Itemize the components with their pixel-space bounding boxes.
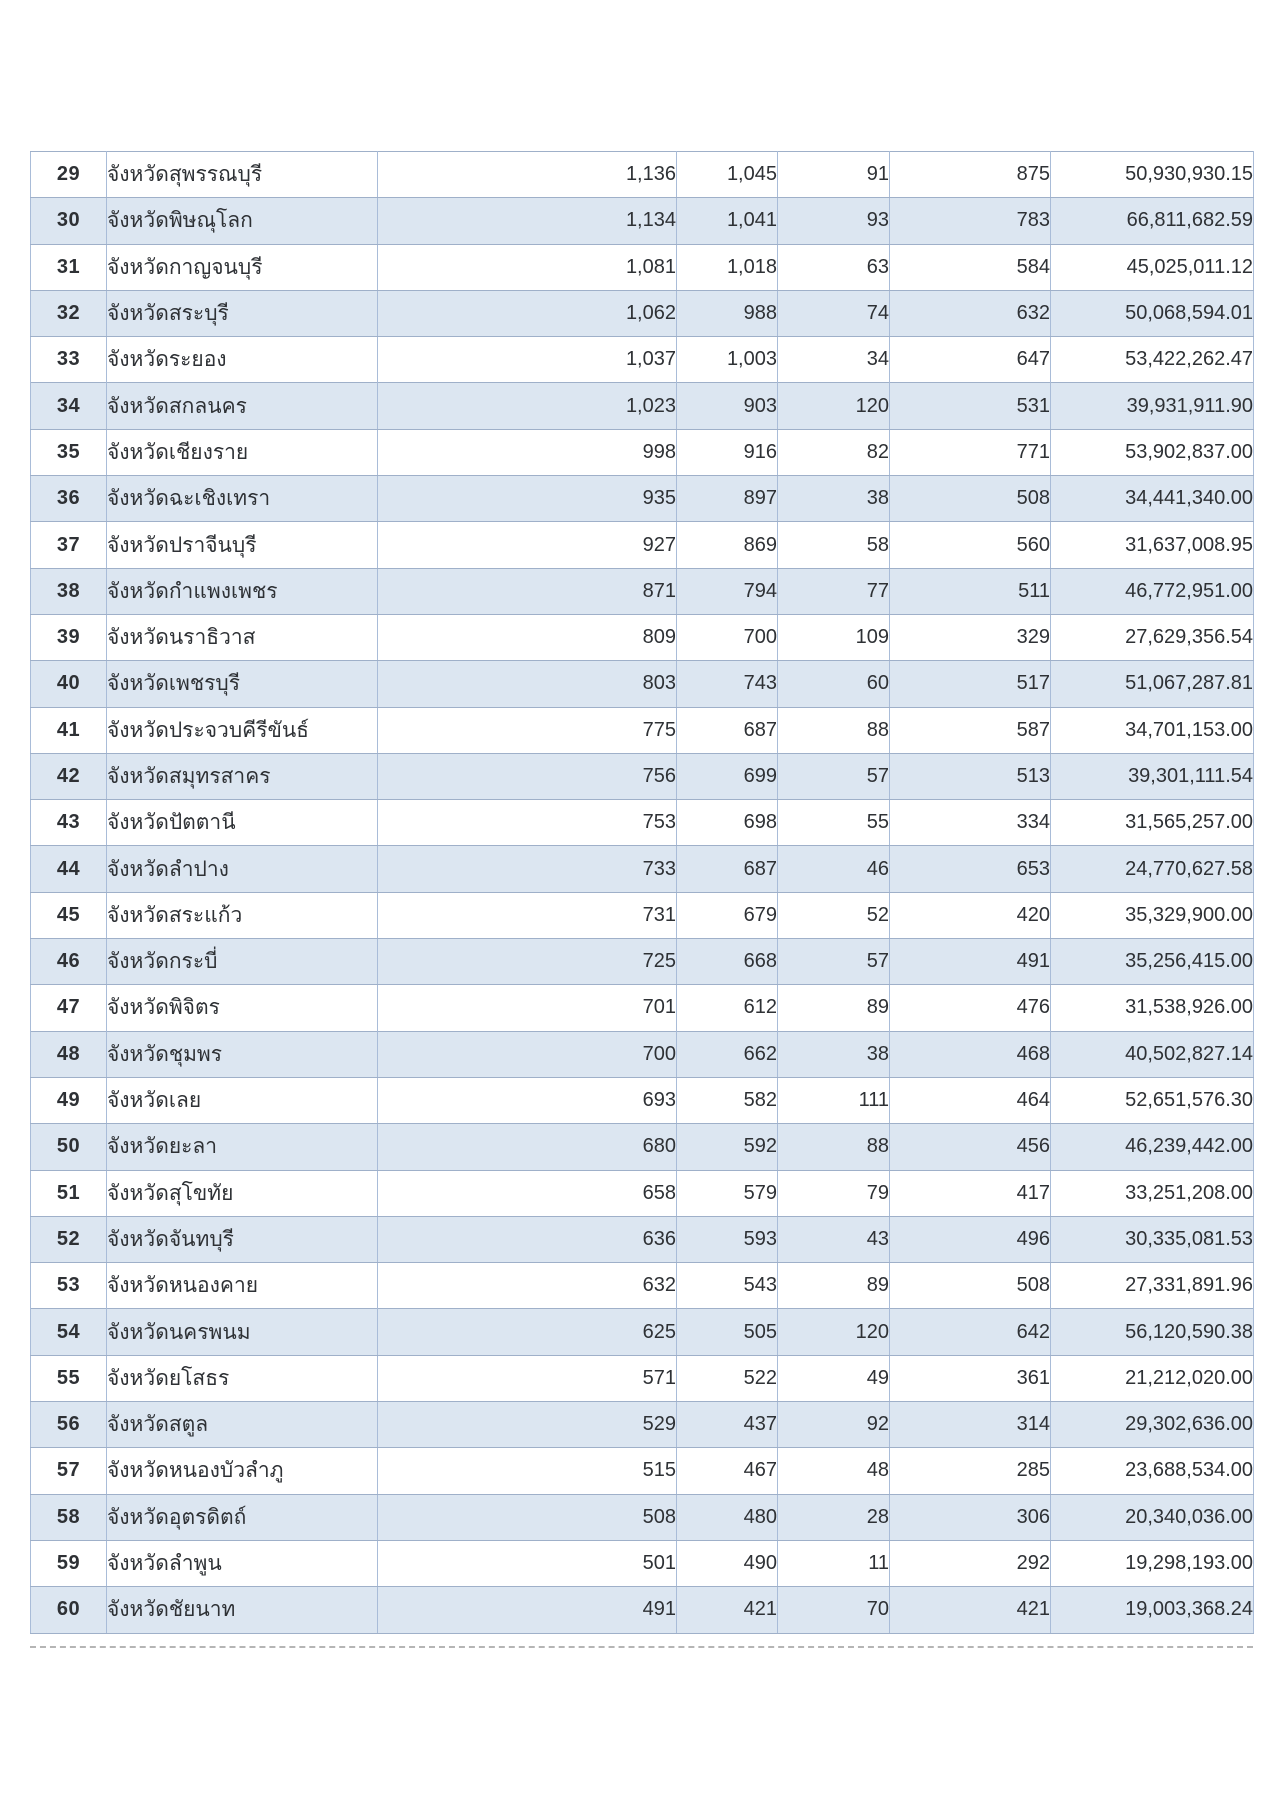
value-cell: 111 bbox=[778, 1077, 890, 1123]
value-cell: 1,018 bbox=[677, 244, 778, 290]
row-number-cell: 48 bbox=[31, 1031, 107, 1077]
value-cell: 120 bbox=[778, 1309, 890, 1355]
amount-cell: 34,701,153.00 bbox=[1051, 707, 1254, 753]
value-cell: 582 bbox=[677, 1077, 778, 1123]
row-number-cell: 41 bbox=[31, 707, 107, 753]
amount-cell: 30,335,081.53 bbox=[1051, 1216, 1254, 1262]
value-cell: 625 bbox=[378, 1309, 677, 1355]
table-row bbox=[31, 753, 1254, 799]
amount-cell: 31,538,926.00 bbox=[1051, 985, 1254, 1031]
amount-cell: 27,629,356.54 bbox=[1051, 614, 1254, 660]
value-cell: 11 bbox=[778, 1540, 890, 1586]
amount-cell: 51,067,287.81 bbox=[1051, 661, 1254, 707]
row-number-cell: 53 bbox=[31, 1263, 107, 1309]
amount-cell: 19,298,193.00 bbox=[1051, 1540, 1254, 1586]
value-cell: 77 bbox=[778, 568, 890, 614]
table-row bbox=[31, 476, 1254, 522]
province-data-table bbox=[30, 151, 1254, 1634]
value-cell: 48 bbox=[778, 1448, 890, 1494]
amount-cell: 45,025,011.12 bbox=[1051, 244, 1254, 290]
table-row bbox=[31, 1077, 1254, 1123]
value-cell: 421 bbox=[677, 1587, 778, 1633]
value-cell: 771 bbox=[890, 429, 1051, 475]
table-row bbox=[31, 152, 1254, 198]
value-cell: 82 bbox=[778, 429, 890, 475]
amount-cell: 24,770,627.58 bbox=[1051, 846, 1254, 892]
value-cell: 579 bbox=[677, 1170, 778, 1216]
value-cell: 662 bbox=[677, 1031, 778, 1077]
value-cell: 501 bbox=[378, 1540, 677, 1586]
value-cell: 693 bbox=[378, 1077, 677, 1123]
table-row bbox=[31, 1587, 1254, 1633]
value-cell: 49 bbox=[778, 1355, 890, 1401]
row-number-cell: 58 bbox=[31, 1494, 107, 1540]
value-cell: 560 bbox=[890, 522, 1051, 568]
province-name-cell: จังหวัดสมุทรสาคร bbox=[107, 753, 378, 799]
amount-cell: 66,811,682.59 bbox=[1051, 198, 1254, 244]
province-name-cell: จังหวัดลำพูน bbox=[107, 1540, 378, 1586]
value-cell: 1,081 bbox=[378, 244, 677, 290]
row-number-cell: 37 bbox=[31, 522, 107, 568]
province-name-cell: จังหวัดปัตตานี bbox=[107, 800, 378, 846]
row-number-cell: 36 bbox=[31, 476, 107, 522]
province-name-cell: จังหวัดสุพรรณบุรี bbox=[107, 152, 378, 198]
table-row bbox=[31, 1402, 1254, 1448]
value-cell: 417 bbox=[890, 1170, 1051, 1216]
value-cell: 476 bbox=[890, 985, 1051, 1031]
value-cell: 329 bbox=[890, 614, 1051, 660]
table-row bbox=[31, 800, 1254, 846]
province-name-cell: จังหวัดกาญจนบุรี bbox=[107, 244, 378, 290]
table-row bbox=[31, 1216, 1254, 1262]
value-cell: 529 bbox=[378, 1402, 677, 1448]
row-number-cell: 33 bbox=[31, 337, 107, 383]
table-row bbox=[31, 568, 1254, 614]
value-cell: 1,041 bbox=[677, 198, 778, 244]
amount-cell: 20,340,036.00 bbox=[1051, 1494, 1254, 1540]
province-name-cell: จังหวัดระยอง bbox=[107, 337, 378, 383]
row-number-cell: 54 bbox=[31, 1309, 107, 1355]
value-cell: 361 bbox=[890, 1355, 1051, 1401]
value-cell: 700 bbox=[677, 614, 778, 660]
value-cell: 612 bbox=[677, 985, 778, 1031]
value-cell: 543 bbox=[677, 1263, 778, 1309]
amount-cell: 31,637,008.95 bbox=[1051, 522, 1254, 568]
amount-cell: 35,256,415.00 bbox=[1051, 939, 1254, 985]
value-cell: 1,045 bbox=[677, 152, 778, 198]
amount-cell: 19,003,368.24 bbox=[1051, 1587, 1254, 1633]
value-cell: 79 bbox=[778, 1170, 890, 1216]
amount-cell: 39,301,111.54 bbox=[1051, 753, 1254, 799]
province-data-table-wrap bbox=[30, 151, 1253, 1634]
value-cell: 701 bbox=[378, 985, 677, 1031]
row-number-cell: 39 bbox=[31, 614, 107, 660]
amount-cell: 29,302,636.00 bbox=[1051, 1402, 1254, 1448]
table-row bbox=[31, 614, 1254, 660]
row-number-cell: 43 bbox=[31, 800, 107, 846]
value-cell: 916 bbox=[677, 429, 778, 475]
value-cell: 1,062 bbox=[378, 290, 677, 336]
row-number-cell: 45 bbox=[31, 892, 107, 938]
province-name-cell: จังหวัดกำแพงเพชร bbox=[107, 568, 378, 614]
value-cell: 700 bbox=[378, 1031, 677, 1077]
value-cell: 636 bbox=[378, 1216, 677, 1262]
table-row bbox=[31, 383, 1254, 429]
value-cell: 63 bbox=[778, 244, 890, 290]
amount-cell: 56,120,590.38 bbox=[1051, 1309, 1254, 1355]
value-cell: 57 bbox=[778, 939, 890, 985]
province-name-cell: จังหวัดจันทบุรี bbox=[107, 1216, 378, 1262]
row-number-cell: 56 bbox=[31, 1402, 107, 1448]
table-row bbox=[31, 1031, 1254, 1077]
value-cell: 43 bbox=[778, 1216, 890, 1262]
province-name-cell: จังหวัดชุมพร bbox=[107, 1031, 378, 1077]
province-name-cell: จังหวัดหนองคาย bbox=[107, 1263, 378, 1309]
province-name-cell: จังหวัดหนองบัวลำภู bbox=[107, 1448, 378, 1494]
row-number-cell: 30 bbox=[31, 198, 107, 244]
province-name-cell: จังหวัดปราจีนบุรี bbox=[107, 522, 378, 568]
value-cell: 91 bbox=[778, 152, 890, 198]
value-cell: 52 bbox=[778, 892, 890, 938]
province-name-cell: จังหวัดสุโขทัย bbox=[107, 1170, 378, 1216]
value-cell: 731 bbox=[378, 892, 677, 938]
province-name-cell: จังหวัดเชียงราย bbox=[107, 429, 378, 475]
value-cell: 593 bbox=[677, 1216, 778, 1262]
value-cell: 421 bbox=[890, 1587, 1051, 1633]
amount-cell: 31,565,257.00 bbox=[1051, 800, 1254, 846]
table-row bbox=[31, 707, 1254, 753]
province-name-cell: จังหวัดฉะเชิงเทรา bbox=[107, 476, 378, 522]
value-cell: 491 bbox=[378, 1587, 677, 1633]
table-row bbox=[31, 522, 1254, 568]
table-row bbox=[31, 290, 1254, 336]
value-cell: 93 bbox=[778, 198, 890, 244]
value-cell: 809 bbox=[378, 614, 677, 660]
value-cell: 587 bbox=[890, 707, 1051, 753]
row-number-cell: 60 bbox=[31, 1587, 107, 1633]
value-cell: 1,134 bbox=[378, 198, 677, 244]
province-name-cell: จังหวัดยะลา bbox=[107, 1124, 378, 1170]
value-cell: 456 bbox=[890, 1124, 1051, 1170]
value-cell: 998 bbox=[378, 429, 677, 475]
row-number-cell: 55 bbox=[31, 1355, 107, 1401]
value-cell: 38 bbox=[778, 1031, 890, 1077]
amount-cell: 50,930,930.15 bbox=[1051, 152, 1254, 198]
value-cell: 89 bbox=[778, 1263, 890, 1309]
value-cell: 515 bbox=[378, 1448, 677, 1494]
value-cell: 109 bbox=[778, 614, 890, 660]
value-cell: 1,023 bbox=[378, 383, 677, 429]
amount-cell: 27,331,891.96 bbox=[1051, 1263, 1254, 1309]
value-cell: 584 bbox=[890, 244, 1051, 290]
value-cell: 632 bbox=[378, 1263, 677, 1309]
row-number-cell: 49 bbox=[31, 1077, 107, 1123]
value-cell: 775 bbox=[378, 707, 677, 753]
value-cell: 522 bbox=[677, 1355, 778, 1401]
value-cell: 306 bbox=[890, 1494, 1051, 1540]
row-number-cell: 40 bbox=[31, 661, 107, 707]
row-number-cell: 29 bbox=[31, 152, 107, 198]
value-cell: 903 bbox=[677, 383, 778, 429]
value-cell: 285 bbox=[890, 1448, 1051, 1494]
value-cell: 531 bbox=[890, 383, 1051, 429]
province-name-cell: จังหวัดพิจิตร bbox=[107, 985, 378, 1031]
amount-cell: 50,068,594.01 bbox=[1051, 290, 1254, 336]
table-row bbox=[31, 1124, 1254, 1170]
amount-cell: 46,239,442.00 bbox=[1051, 1124, 1254, 1170]
amount-cell: 21,212,020.00 bbox=[1051, 1355, 1254, 1401]
value-cell: 420 bbox=[890, 892, 1051, 938]
value-cell: 897 bbox=[677, 476, 778, 522]
table-row bbox=[31, 1263, 1254, 1309]
value-cell: 467 bbox=[677, 1448, 778, 1494]
value-cell: 314 bbox=[890, 1402, 1051, 1448]
row-number-cell: 31 bbox=[31, 244, 107, 290]
value-cell: 513 bbox=[890, 753, 1051, 799]
row-number-cell: 57 bbox=[31, 1448, 107, 1494]
value-cell: 89 bbox=[778, 985, 890, 1031]
value-cell: 725 bbox=[378, 939, 677, 985]
amount-cell: 53,422,262.47 bbox=[1051, 337, 1254, 383]
amount-cell: 52,651,576.30 bbox=[1051, 1077, 1254, 1123]
value-cell: 55 bbox=[778, 800, 890, 846]
value-cell: 511 bbox=[890, 568, 1051, 614]
value-cell: 988 bbox=[677, 290, 778, 336]
row-number-cell: 32 bbox=[31, 290, 107, 336]
province-name-cell: จังหวัดเลย bbox=[107, 1077, 378, 1123]
value-cell: 334 bbox=[890, 800, 1051, 846]
value-cell: 687 bbox=[677, 846, 778, 892]
province-name-cell: จังหวัดสกลนคร bbox=[107, 383, 378, 429]
amount-cell: 35,329,900.00 bbox=[1051, 892, 1254, 938]
table-row bbox=[31, 1355, 1254, 1401]
value-cell: 875 bbox=[890, 152, 1051, 198]
value-cell: 92 bbox=[778, 1402, 890, 1448]
value-cell: 88 bbox=[778, 1124, 890, 1170]
value-cell: 120 bbox=[778, 383, 890, 429]
row-number-cell: 59 bbox=[31, 1540, 107, 1586]
table-row bbox=[31, 1170, 1254, 1216]
value-cell: 57 bbox=[778, 753, 890, 799]
value-cell: 490 bbox=[677, 1540, 778, 1586]
row-number-cell: 51 bbox=[31, 1170, 107, 1216]
value-cell: 58 bbox=[778, 522, 890, 568]
table-row bbox=[31, 1448, 1254, 1494]
table-row bbox=[31, 1540, 1254, 1586]
value-cell: 743 bbox=[677, 661, 778, 707]
table-row bbox=[31, 846, 1254, 892]
value-cell: 28 bbox=[778, 1494, 890, 1540]
province-name-cell: จังหวัดอุตรดิตถ์ bbox=[107, 1494, 378, 1540]
province-name-cell: จังหวัดนราธิวาส bbox=[107, 614, 378, 660]
table-row bbox=[31, 429, 1254, 475]
value-cell: 496 bbox=[890, 1216, 1051, 1262]
province-name-cell: จังหวัดนครพนม bbox=[107, 1309, 378, 1355]
province-name-cell: จังหวัดชัยนาท bbox=[107, 1587, 378, 1633]
value-cell: 60 bbox=[778, 661, 890, 707]
value-cell: 680 bbox=[378, 1124, 677, 1170]
amount-cell: 40,502,827.14 bbox=[1051, 1031, 1254, 1077]
value-cell: 508 bbox=[890, 1263, 1051, 1309]
province-name-cell: จังหวัดสตูล bbox=[107, 1402, 378, 1448]
amount-cell: 53,902,837.00 bbox=[1051, 429, 1254, 475]
value-cell: 292 bbox=[890, 1540, 1051, 1586]
province-name-cell: จังหวัดสระบุรี bbox=[107, 290, 378, 336]
value-cell: 34 bbox=[778, 337, 890, 383]
value-cell: 632 bbox=[890, 290, 1051, 336]
amount-cell: 39,931,911.90 bbox=[1051, 383, 1254, 429]
province-name-cell: จังหวัดยโสธร bbox=[107, 1355, 378, 1401]
row-number-cell: 35 bbox=[31, 429, 107, 475]
row-number-cell: 38 bbox=[31, 568, 107, 614]
value-cell: 783 bbox=[890, 198, 1051, 244]
value-cell: 733 bbox=[378, 846, 677, 892]
province-name-cell: จังหวัดลำปาง bbox=[107, 846, 378, 892]
table-row bbox=[31, 244, 1254, 290]
value-cell: 803 bbox=[378, 661, 677, 707]
value-cell: 437 bbox=[677, 1402, 778, 1448]
value-cell: 653 bbox=[890, 846, 1051, 892]
amount-cell: 46,772,951.00 bbox=[1051, 568, 1254, 614]
value-cell: 517 bbox=[890, 661, 1051, 707]
amount-cell: 34,441,340.00 bbox=[1051, 476, 1254, 522]
value-cell: 468 bbox=[890, 1031, 1051, 1077]
row-number-cell: 50 bbox=[31, 1124, 107, 1170]
row-number-cell: 46 bbox=[31, 939, 107, 985]
value-cell: 753 bbox=[378, 800, 677, 846]
value-cell: 642 bbox=[890, 1309, 1051, 1355]
value-cell: 647 bbox=[890, 337, 1051, 383]
table-row bbox=[31, 892, 1254, 938]
table-row bbox=[31, 1309, 1254, 1355]
value-cell: 38 bbox=[778, 476, 890, 522]
amount-cell: 33,251,208.00 bbox=[1051, 1170, 1254, 1216]
province-name-cell: จังหวัดเพชรบุรี bbox=[107, 661, 378, 707]
value-cell: 871 bbox=[378, 568, 677, 614]
table-row bbox=[31, 1494, 1254, 1540]
value-cell: 698 bbox=[677, 800, 778, 846]
value-cell: 1,037 bbox=[378, 337, 677, 383]
value-cell: 508 bbox=[890, 476, 1051, 522]
value-cell: 679 bbox=[677, 892, 778, 938]
value-cell: 935 bbox=[378, 476, 677, 522]
value-cell: 668 bbox=[677, 939, 778, 985]
row-number-cell: 47 bbox=[31, 985, 107, 1031]
amount-cell: 23,688,534.00 bbox=[1051, 1448, 1254, 1494]
value-cell: 505 bbox=[677, 1309, 778, 1355]
value-cell: 794 bbox=[677, 568, 778, 614]
value-cell: 74 bbox=[778, 290, 890, 336]
value-cell: 46 bbox=[778, 846, 890, 892]
table-row bbox=[31, 337, 1254, 383]
value-cell: 756 bbox=[378, 753, 677, 799]
value-cell: 571 bbox=[378, 1355, 677, 1401]
value-cell: 508 bbox=[378, 1494, 677, 1540]
row-number-cell: 34 bbox=[31, 383, 107, 429]
value-cell: 658 bbox=[378, 1170, 677, 1216]
value-cell: 88 bbox=[778, 707, 890, 753]
value-cell: 480 bbox=[677, 1494, 778, 1540]
province-name-cell: จังหวัดประจวบคีรีขันธ์ bbox=[107, 707, 378, 753]
province-name-cell: จังหวัดพิษณุโลก bbox=[107, 198, 378, 244]
value-cell: 592 bbox=[677, 1124, 778, 1170]
value-cell: 1,136 bbox=[378, 152, 677, 198]
value-cell: 927 bbox=[378, 522, 677, 568]
table-row bbox=[31, 985, 1254, 1031]
value-cell: 699 bbox=[677, 753, 778, 799]
page-break-dashed-line bbox=[30, 1646, 1253, 1648]
value-cell: 70 bbox=[778, 1587, 890, 1633]
row-number-cell: 44 bbox=[31, 846, 107, 892]
value-cell: 464 bbox=[890, 1077, 1051, 1123]
value-cell: 687 bbox=[677, 707, 778, 753]
table-row bbox=[31, 939, 1254, 985]
table-row bbox=[31, 198, 1254, 244]
value-cell: 869 bbox=[677, 522, 778, 568]
value-cell: 1,003 bbox=[677, 337, 778, 383]
province-name-cell: จังหวัดกระบี่ bbox=[107, 939, 378, 985]
row-number-cell: 52 bbox=[31, 1216, 107, 1262]
value-cell: 491 bbox=[890, 939, 1051, 985]
table-row bbox=[31, 661, 1254, 707]
province-name-cell: จังหวัดสระแก้ว bbox=[107, 892, 378, 938]
row-number-cell: 42 bbox=[31, 753, 107, 799]
